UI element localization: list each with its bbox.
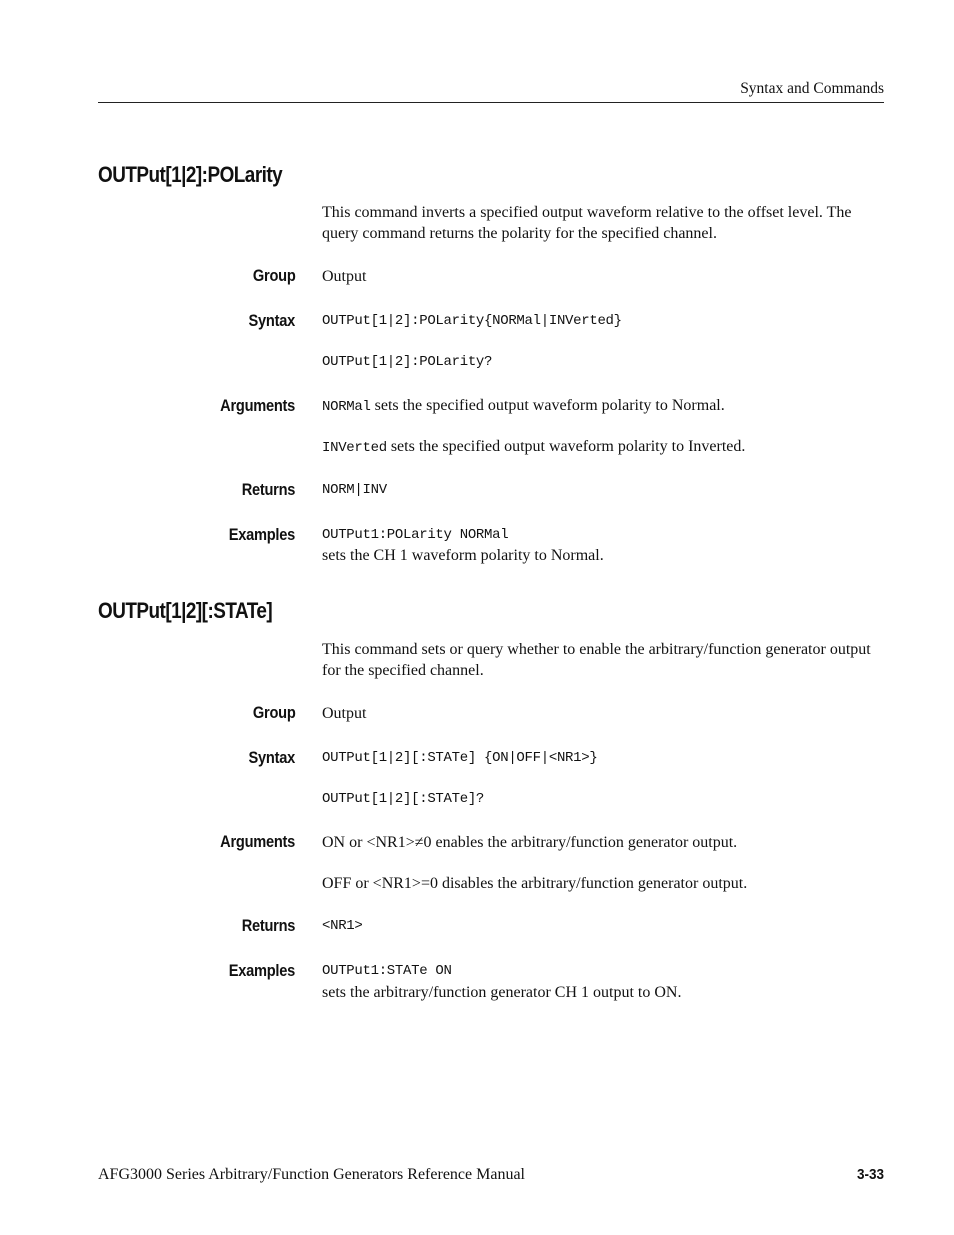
returns-label: Returns — [241, 916, 295, 935]
group-label: Group — [252, 266, 295, 285]
argument-off: OFF or <NR1>=0 disables the arbitrary/function generator output. — [322, 875, 748, 892]
argument-text: sets the specified output waveform polarity to Inverted. — [386, 438, 746, 455]
example-code: OUTPut1:STATe ON — [322, 963, 452, 979]
footer-manual-title: AFG3000 Series Arbitrary/Function Generators Reference Manual — [98, 1166, 525, 1183]
syntax-label: Syntax — [248, 748, 295, 767]
header-rule — [98, 102, 884, 103]
syntax-query-command: OUTPut[1|2]:POLarity? — [322, 354, 493, 370]
running-header: Syntax and Commands — [740, 80, 884, 97]
section-description: This command inverts a specified output waveform relative to the offset level. The query command returns the polarity for the specified channel. — [322, 204, 852, 242]
argument-text: sets the specified output waveform polarity to Normal. — [370, 397, 725, 414]
group-label: Group — [252, 703, 295, 722]
returns-value: <NR1> — [322, 918, 363, 934]
section-title: OUTPut[1|2][:STATe] — [98, 598, 273, 623]
group-value: Output — [322, 705, 367, 722]
arguments-label: Arguments — [220, 832, 295, 851]
group-value: Output — [322, 268, 367, 285]
argument-inverted — [322, 436, 887, 459]
argument-on: ON or <NR1>≠0 enables the arbitrary/function generator output. — [322, 834, 738, 851]
page-number: 3-33 — [856, 1166, 884, 1183]
argument-code: NORMal — [322, 399, 371, 415]
argument-code: INVerted — [322, 440, 387, 456]
example-description: sets the CH 1 waveform polarity to Normal. — [322, 547, 604, 564]
syntax-label: Syntax — [248, 311, 295, 330]
examples-label: Examples — [228, 961, 295, 980]
section-description: This command sets or query whether to enable the arbitrary/function generator output for the specified channel. — [322, 641, 871, 679]
returns-value: NORM|INV — [322, 482, 387, 498]
example-code: OUTPut1:POLarity NORMal — [322, 527, 509, 543]
arguments-label: Arguments — [220, 396, 295, 415]
argument-normal — [322, 395, 887, 418]
syntax-query-command: OUTPut[1|2][:STATe]? — [322, 791, 485, 807]
returns-label: Returns — [241, 480, 295, 499]
examples-label: Examples — [228, 525, 295, 544]
example-description: sets the arbitrary/function generator CH 1 output to ON. — [322, 984, 682, 1001]
section-title: OUTPut[1|2]:POLarity — [98, 162, 283, 187]
syntax-set-command: OUTPut[1|2]:POLarity{NORMal|INVerted} — [322, 313, 622, 329]
syntax-set-command: OUTPut[1|2][:STATe] {ON|OFF|<NR1>} — [322, 750, 598, 766]
